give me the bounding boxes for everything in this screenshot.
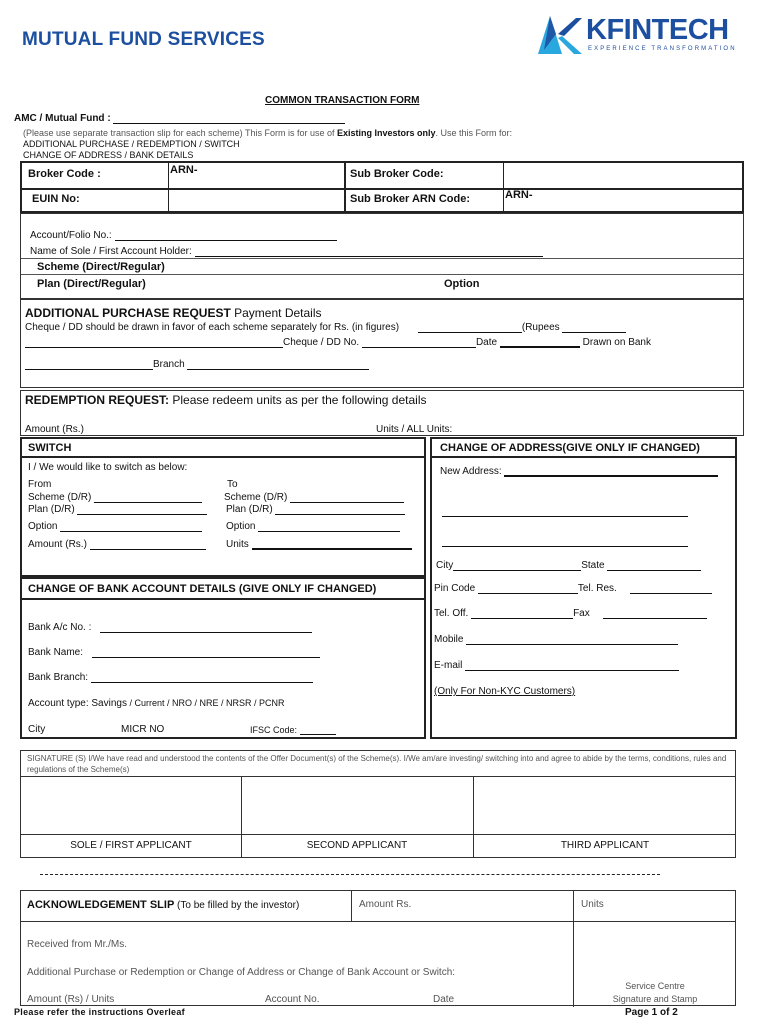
euin-label: EUIN No:: [32, 193, 80, 205]
switch-plan-to: Plan (D/R): [226, 504, 405, 515]
cheque-no-field[interactable]: [362, 347, 476, 348]
signature-declaration: SIGNATURE (S) I/We have read and understood the contents of the Offer Document(s) of the Scheme(s). I/We am/are investing/ switching into and agree to abide by the terms, conditions, rules and regulations of the Scheme(s): [27, 754, 727, 774]
kfintech-logo-icon: [536, 14, 584, 56]
broker-code-label: Broker Code :: [28, 168, 101, 180]
purchase-line2: Cheque / DD No. Date Drawn on Bank: [25, 337, 651, 348]
plan-to-field[interactable]: [275, 514, 405, 515]
footer-instructions: Please refer the instructions Overleaf: [14, 1007, 185, 1017]
scheme-from-field[interactable]: [94, 502, 202, 503]
purchase-section: [20, 299, 744, 388]
holder-label: Name of Sole / First Account Holder:: [30, 246, 543, 257]
switch-to: To: [227, 479, 238, 490]
bank-name-field[interactable]: [92, 657, 320, 658]
bank-branch-row: Bank Branch:: [28, 672, 313, 683]
sub-broker-code-label: Sub Broker Code:: [350, 168, 444, 180]
bank-ac-row: Bank A/c No. :: [28, 622, 312, 633]
redemption-amount-label: Amount (Rs.): [25, 424, 84, 435]
address-line-3[interactable]: [442, 537, 688, 547]
purchase-line1: Cheque / DD should be drawn in favor of each scheme separately for Rs. (in figures) (Rupees: [25, 322, 626, 333]
footer-page-number: Page 1 of 2: [625, 1007, 678, 1018]
form-note: (Please use separate transaction slip for each scheme) This Form is for use of Existing Investors only. Use this Form for: ADDITIONAL PURCHASE / REDEMPTION / SWITCH CHANGE OF ADDRESS / BANK DETAILS: [23, 128, 513, 160]
account-type-row: Account type: Savings / Current / NRO / NRE / NRSR / PCNR: [28, 698, 285, 709]
tel-off-row: Tel. Off. Fax: [434, 608, 707, 619]
switch-section: [20, 437, 426, 577]
ack-amount: Amount Rs.: [359, 899, 412, 910]
branch-field[interactable]: [187, 369, 369, 370]
bank-section: [20, 577, 426, 739]
amount-figures-field[interactable]: [418, 332, 522, 333]
second-applicant-label: SECOND APPLICANT: [306, 840, 408, 851]
purchase-field-1[interactable]: [25, 347, 283, 348]
ack-received: Received from Mr./Ms.: [27, 939, 128, 950]
date-field[interactable]: [500, 346, 580, 348]
email-row: E-mail: [434, 660, 679, 671]
switch-plan-from: Plan (D/R): [28, 504, 207, 515]
tel-res-field[interactable]: [630, 593, 712, 594]
bank-micr: MICR NO: [121, 724, 165, 735]
ack-account-no: Account No.: [265, 994, 320, 1005]
signature-section: [20, 750, 736, 858]
switch-scheme-to: Scheme (D/R): [224, 492, 404, 503]
option-label: Option: [444, 278, 480, 290]
folio-label: Account/Folio No.:: [30, 230, 337, 241]
scheme-label: Scheme (Direct/Regular): [37, 261, 165, 273]
mobile-field[interactable]: [466, 644, 678, 645]
fax-field[interactable]: [603, 618, 707, 619]
arn-label: ARN-: [170, 164, 198, 176]
branch-line: Branch: [25, 359, 369, 370]
address-section: [430, 437, 737, 739]
form-title: COMMON TRANSACTION FORM: [265, 95, 420, 106]
state-field[interactable]: [607, 570, 701, 571]
bank-city: City: [28, 724, 46, 735]
address-heading: CHANGE OF ADDRESS(GIVE ONLY IF CHANGED): [440, 442, 700, 454]
scheme-to-field[interactable]: [290, 502, 404, 503]
ifsc-field[interactable]: [300, 734, 336, 735]
plan-from-field[interactable]: [77, 514, 207, 515]
switch-option-to: Option: [226, 521, 400, 532]
switch-units: Units: [226, 539, 412, 550]
switch-units-field[interactable]: [252, 548, 412, 550]
ack-service-centre: Service Centre: [625, 981, 685, 991]
email-field[interactable]: [465, 670, 679, 671]
pin-field[interactable]: [478, 593, 578, 594]
ack-sig-stamp: Signature and Stamp: [612, 994, 698, 1004]
ack-heading: ACKNOWLEDGEMENT SLIP (To be filled by the investor): [27, 899, 300, 911]
bank-ifsc: IFSC Code:: [250, 725, 336, 735]
nonkyc-note: (Only For Non-KYC Customers): [434, 686, 576, 697]
ack-amount-units: Amount (Rs) / Units: [27, 994, 115, 1005]
ack-transaction: Additional Purchase or Redemption or Change of Address or Change of Bank Account or Switch:: [27, 967, 456, 978]
rupees-words-field[interactable]: [562, 332, 626, 333]
bank-heading: CHANGE OF BANK ACCOUNT DETAILS (GIVE ONLY IF CHANGED): [28, 583, 377, 595]
address-line-2[interactable]: [442, 507, 688, 517]
logo-tagline: EXPERIENCE TRANSFORMATION: [588, 46, 737, 52]
tel-off-field[interactable]: [471, 618, 573, 619]
broker-table: [20, 161, 744, 213]
switch-option-from: Option: [28, 521, 202, 532]
mobile-row: Mobile: [434, 634, 678, 645]
bank-field[interactable]: [25, 369, 153, 370]
holder-field[interactable]: [195, 256, 543, 257]
arn-label-2: ARN-: [505, 189, 533, 201]
ack-date: Date: [433, 994, 455, 1005]
sole-applicant-label: SOLE / FIRST APPLICANT: [70, 840, 192, 851]
switch-amount-field[interactable]: [90, 549, 206, 550]
switch-intro: I / We would like to switch as below:: [28, 462, 188, 473]
folio-field[interactable]: [115, 240, 337, 241]
switch-amount: Amount (Rs.): [28, 539, 206, 550]
purchase-heading: ADDITIONAL PURCHASE REQUEST Payment Details: [25, 306, 322, 320]
plan-label: Plan (Direct/Regular): [37, 278, 146, 290]
option-to-field[interactable]: [258, 531, 400, 532]
bank-name-row: Bank Name:: [28, 647, 320, 658]
bank-ac-field[interactable]: [100, 632, 312, 633]
city-row: City State: [436, 560, 701, 571]
bank-branch-field[interactable]: [91, 682, 313, 683]
option-from-field[interactable]: [60, 531, 202, 532]
amc-field[interactable]: [113, 123, 345, 124]
new-address: New Address:: [440, 466, 718, 477]
account-section: [20, 213, 744, 299]
new-address-field[interactable]: [504, 475, 718, 477]
switch-from: From: [28, 479, 52, 490]
cut-line: [40, 874, 660, 875]
redemption-units-label: Units / ALL Units:: [376, 424, 453, 435]
redemption-section: [20, 390, 744, 436]
city-field[interactable]: [453, 570, 581, 571]
ack-units: Units: [581, 899, 604, 910]
amc-label: AMC / Mutual Fund :: [14, 113, 345, 124]
logo-wordmark: KFINTECH: [586, 14, 729, 46]
ack-section: [20, 890, 736, 1006]
sub-broker-arn-label: Sub Broker ARN Code:: [350, 193, 470, 205]
pin-row: Pin Code Tel. Res.: [434, 583, 712, 594]
page-title: MUTUAL FUND SERVICES: [22, 29, 265, 50]
third-applicant-label: THIRD APPLICANT: [560, 840, 650, 851]
switch-heading: SWITCH: [28, 442, 72, 454]
redemption-heading: REDEMPTION REQUEST: Please redeem units as per the following details: [25, 393, 427, 407]
switch-scheme-from: Scheme (D/R): [28, 492, 202, 503]
kfintech-logo: [536, 14, 742, 56]
